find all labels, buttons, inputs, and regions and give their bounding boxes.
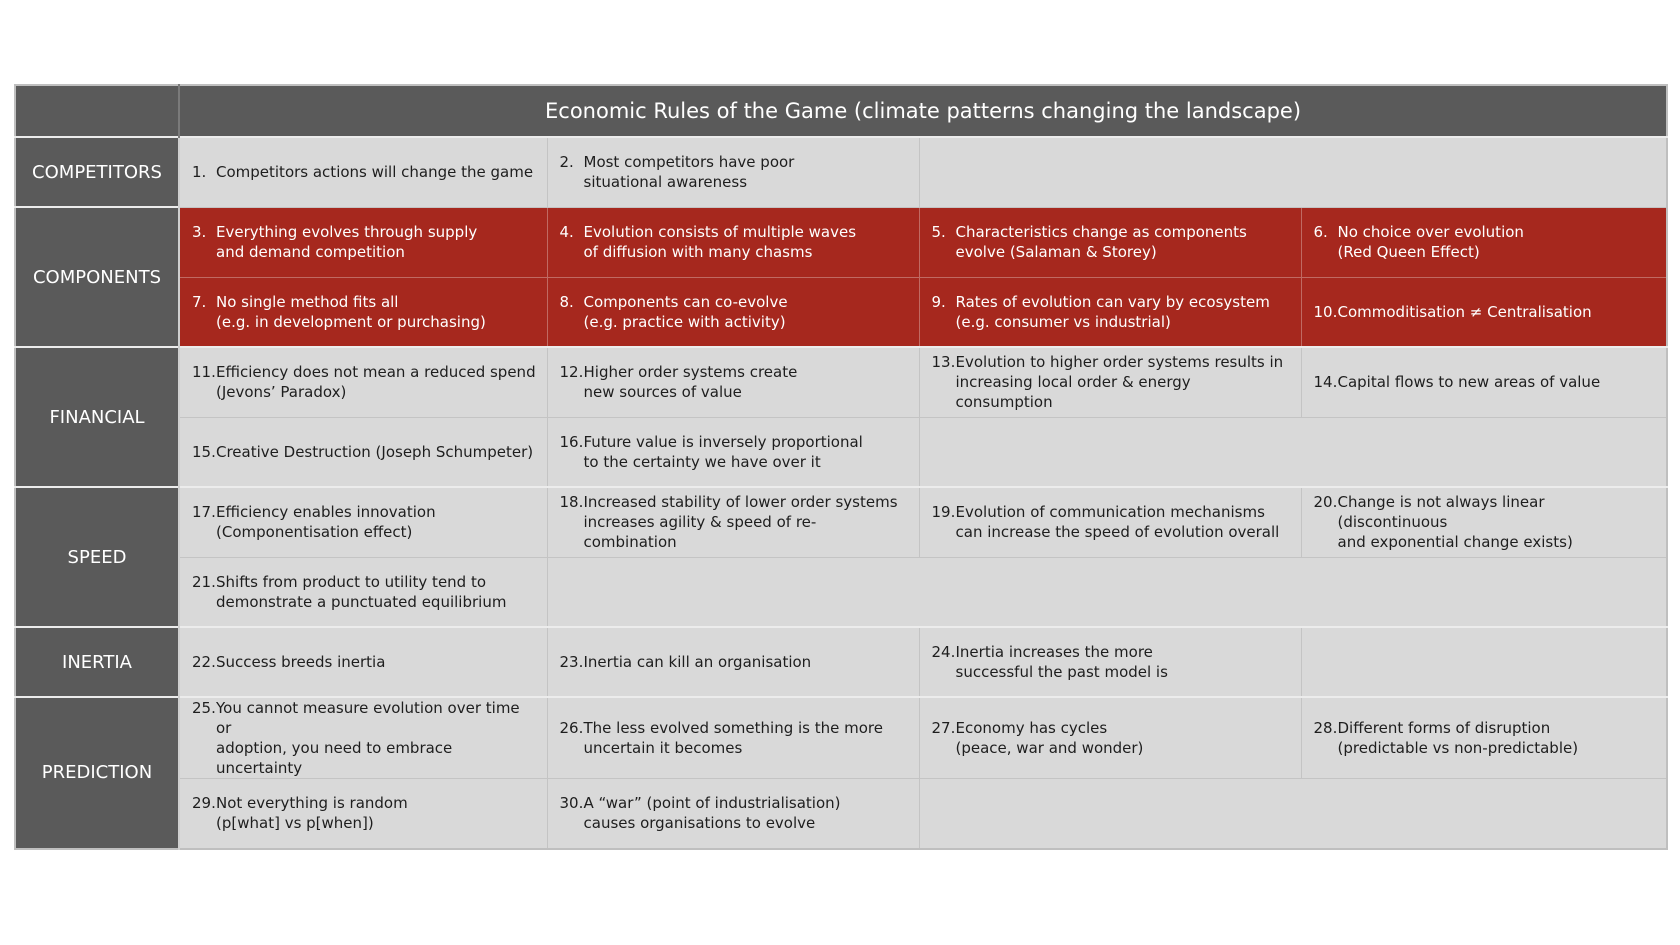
rule-number: 25. [192, 699, 216, 717]
table-row [15, 417, 1667, 487]
rule-cell [1301, 487, 1667, 557]
rule-cell [179, 627, 547, 697]
rule-text: Higher order systems create new sources of value [583, 363, 798, 402]
rule-cell [179, 487, 547, 557]
rule-number: 19. [931, 503, 956, 522]
rule-text: Evolution consists of multiple waves of diffusion with many chasms [583, 223, 857, 261]
rule-number: 22. [192, 653, 216, 671]
rule-cell [547, 697, 919, 779]
rule-cell [179, 697, 547, 779]
rule-text: Increased stability of lower order systems increases agility & speed of re-combination [583, 493, 898, 552]
rule-cell [179, 417, 547, 487]
rule-text: Evolution of communication mechanisms can increase the speed of evolution overall [955, 503, 1280, 542]
rule-text: Components can co-evolve (e.g. practice with activity) [583, 292, 788, 331]
rule-number: 1. [192, 163, 207, 182]
rule-cell [547, 627, 919, 697]
page-title: Economic Rules of the Game (climate patterns changing the landscape) [179, 85, 1667, 137]
rule-cell [547, 779, 919, 849]
rule-number: 15. [192, 442, 216, 461]
table-row [15, 137, 1667, 207]
rule-number: 18. [559, 493, 584, 512]
table-row [15, 557, 1667, 627]
rule-number: 5. [931, 223, 946, 241]
rule-text: Efficiency does not mean a reduced spend (Jevons’ Paradox) [216, 363, 536, 402]
rule-cell [919, 347, 1301, 417]
rule-cell [919, 627, 1301, 697]
rule-number: 4. [559, 223, 574, 241]
rule-text: Rates of evolution can vary by ecosystem (e.g. consumer vs industrial) [955, 292, 1270, 331]
rule-text: Capital flows to new areas of value [1337, 373, 1601, 392]
category-prediction: PREDICTION [15, 697, 179, 849]
corner-cell [15, 85, 179, 137]
rule-number: 11. [192, 363, 216, 382]
rule-text: Shifts from product to utility tend to demonstrate a punctuated equilibrium [216, 572, 507, 611]
rule-text: Competitors actions will change the game [216, 163, 534, 182]
rule-cell [1301, 697, 1667, 779]
rule-cell-highlighted [179, 207, 547, 277]
rule-text: Characteristics change as components evolve (Salaman & Storey) [955, 223, 1247, 261]
rule-number: 6. [1313, 223, 1328, 241]
rule-number: 28. [1313, 719, 1338, 737]
rule-number: 27. [931, 719, 956, 737]
rule-cell [1301, 347, 1667, 417]
rule-number: 24. [931, 643, 956, 661]
rule-text: Change is not always linear (discontinuous and exponential change exists) [1337, 493, 1573, 552]
rule-cell [547, 487, 919, 557]
rule-text: The less evolved something is the more uncertain it becomes [583, 719, 883, 757]
rule-number: 12. [559, 363, 584, 382]
rule-text: Not everything is random (p[what] vs p[when]) [216, 794, 408, 833]
rule-number: 26. [559, 719, 584, 737]
rule-number: 8. [559, 292, 574, 311]
rule-text: Economy has cycles (peace, war and wonder) [955, 719, 1144, 757]
rule-number: 2. [559, 153, 574, 172]
rule-cell-highlighted [547, 207, 919, 277]
rule-number: 9. [931, 292, 946, 311]
rule-number: 20. [1313, 493, 1338, 512]
rule-cell [179, 779, 547, 849]
rule-cell-highlighted [547, 277, 919, 347]
rule-cell [179, 137, 547, 207]
table-row [15, 207, 1667, 277]
table-row [15, 487, 1667, 557]
empty-cell [1301, 627, 1667, 697]
table-row [15, 347, 1667, 417]
rule-number: 7. [192, 292, 207, 311]
table-row [15, 277, 1667, 347]
rule-text: Creative Destruction (Joseph Schumpeter) [216, 442, 534, 461]
rule-text: Efficiency enables innovation (Componentisation effect) [216, 503, 436, 542]
empty-cell [919, 417, 1667, 487]
rule-cell-highlighted [919, 277, 1301, 347]
category-inertia: INERTIA [15, 627, 179, 697]
rule-text: Commoditisation ≠ Centralisation [1337, 302, 1592, 321]
rule-text: Everything evolves through supply and demand competition [216, 223, 478, 261]
rule-cell [919, 697, 1301, 779]
rule-cell [547, 137, 919, 207]
rule-cell-highlighted [179, 277, 547, 347]
category-components: COMPONENTS [15, 207, 179, 347]
rule-number: 30. [559, 794, 584, 813]
header-row [15, 85, 1667, 137]
table-row [15, 779, 1667, 849]
rule-cell-highlighted [919, 207, 1301, 277]
category-financial: FINANCIAL [15, 347, 179, 487]
rule-number: 23. [559, 653, 584, 671]
category-competitors: COMPETITORS [15, 137, 179, 207]
rule-cell [179, 347, 547, 417]
rule-cell [547, 417, 919, 487]
rule-number: 16. [559, 432, 584, 451]
rule-cell [547, 347, 919, 417]
rule-cell-highlighted [1301, 277, 1667, 347]
rule-number: 13. [931, 353, 956, 372]
rule-cell-highlighted [1301, 207, 1667, 277]
rule-text: A “war” (point of industrialisation) causes organisations to evolve [583, 794, 841, 833]
rule-number: 17. [192, 503, 216, 522]
rule-number: 10. [1313, 302, 1338, 321]
rule-number: 21. [192, 572, 216, 591]
rule-cell [919, 487, 1301, 557]
rule-text: Inertia increases the more successful the past model is [955, 643, 1168, 681]
rule-text: Inertia can kill an organisation [583, 653, 812, 671]
empty-cell [919, 779, 1667, 849]
rule-text: Future value is inversely proportional to the certainty we have over it [583, 432, 863, 471]
rule-cell [179, 557, 547, 627]
empty-cell [547, 557, 1667, 627]
rule-text: Most competitors have poor situational awareness [583, 153, 795, 192]
rule-text: Different forms of disruption (predictable vs non-predictable) [1337, 719, 1579, 757]
rules-table [14, 84, 1668, 850]
empty-cell [919, 137, 1667, 207]
rule-text: You cannot measure evolution over time or adoption, you need to embrace uncertainty [216, 699, 520, 777]
rule-number: 3. [192, 223, 207, 241]
rule-text: No choice over evolution (Red Queen Effect) [1337, 223, 1524, 261]
table-row [15, 697, 1667, 779]
category-speed: SPEED [15, 487, 179, 627]
rule-number: 14. [1313, 373, 1338, 392]
table-row [15, 627, 1667, 697]
rule-text: Evolution to higher order systems results in increasing local order & energy consumption [955, 353, 1284, 412]
rule-number: 29. [192, 794, 216, 813]
rule-text: No single method fits all (e.g. in development or purchasing) [216, 292, 486, 331]
rule-text: Success breeds inertia [216, 653, 386, 671]
